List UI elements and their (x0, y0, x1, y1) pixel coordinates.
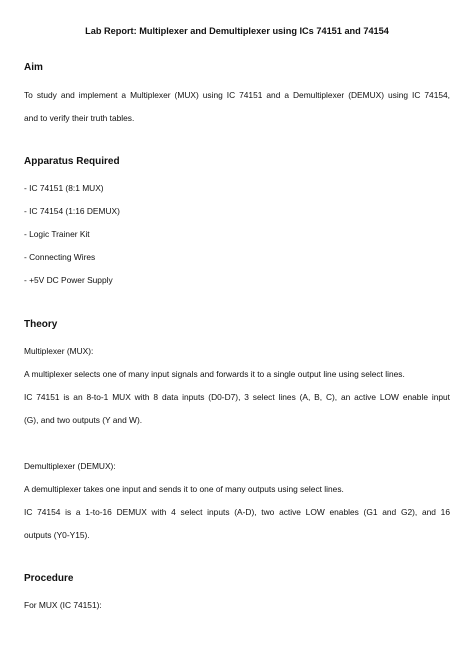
procedure-mux-label: For MUX (IC 74151): (24, 600, 102, 610)
aim-heading: Aim (24, 62, 43, 73)
theory-heading: Theory (24, 319, 58, 330)
demux-description: A demultiplexer takes one input and sends it to one of many outputs using select lines. (24, 484, 344, 494)
demux-label: Demultiplexer (DEMUX): (24, 461, 116, 471)
demux-ic-line-1: IC 74154 is a 1-to-16 DEMUX with 4 select inputs (A-D), two active LOW enables (G1 and G2), and 16 (24, 507, 450, 517)
apparatus-item: - Logic Trainer Kit (24, 229, 90, 239)
apparatus-item: - IC 74151 (8:1 MUX) (24, 183, 104, 193)
aim-text-line-2: and to verify their truth tables. (24, 113, 135, 123)
demux-ic-line-2: outputs (Y0-Y15). (24, 530, 90, 540)
mux-ic-line-2: (G), and two outputs (Y and W). (24, 415, 143, 425)
procedure-heading: Procedure (24, 573, 74, 584)
apparatus-item: - Connecting Wires (24, 252, 96, 262)
mux-label: Multiplexer (MUX): (24, 346, 94, 356)
mux-ic-line-1: IC 74151 is an 8-to-1 MUX with 8 data inputs (D0-D7), 3 select lines (A, B, C), an active LOW enable input (24, 392, 450, 402)
aim-text-line-1: To study and implement a Multiplexer (MUX) using IC 74151 and a Demultiplexer (DEMUX) using IC 74154, (24, 90, 450, 100)
apparatus-item: - IC 74154 (1:16 DEMUX) (24, 206, 120, 216)
apparatus-heading: Apparatus Required (24, 156, 120, 167)
apparatus-item: - +5V DC Power Supply (24, 275, 113, 285)
report-title: Lab Report: Multiplexer and Demultiplexer using ICs 74151 and 74154 (85, 26, 389, 36)
mux-description: A multiplexer selects one of many input signals and forwards it to a single output line using select lines. (24, 369, 405, 379)
